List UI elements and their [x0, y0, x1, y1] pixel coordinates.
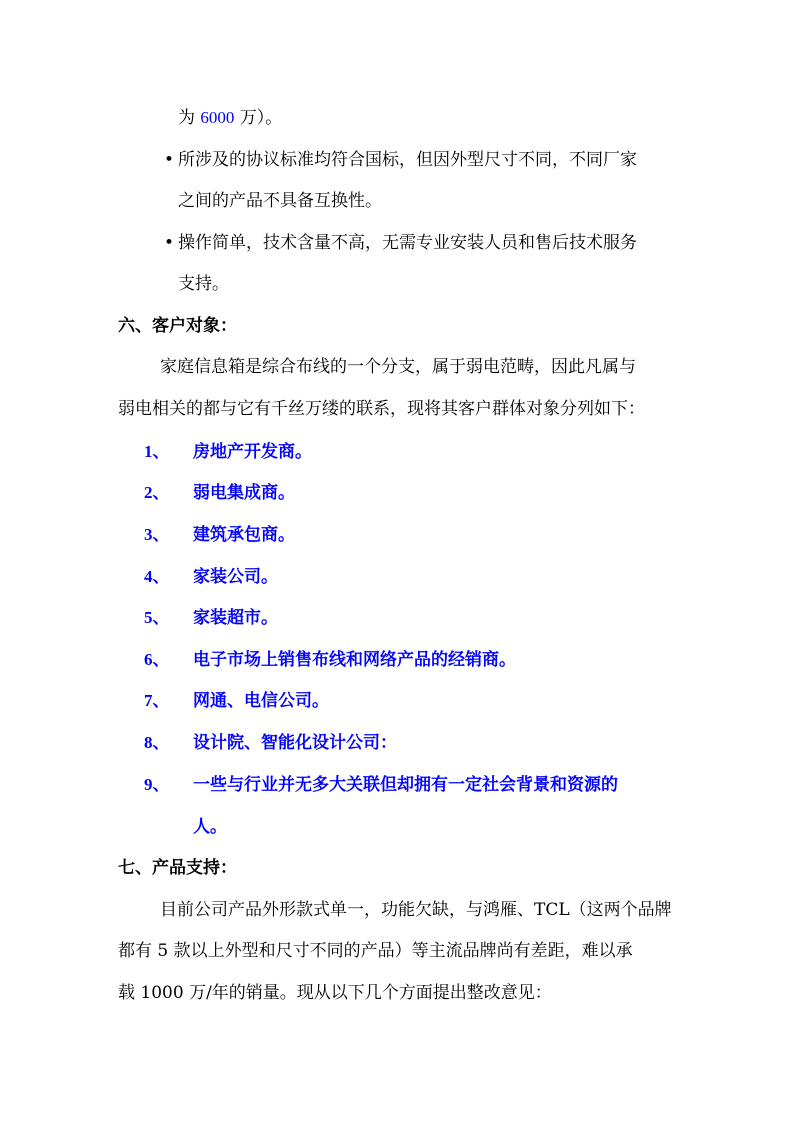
section-7-para-line-1: 目前公司产品外形款式单一，功能欠缺，与鸿雁、TCL（这两个品牌 [160, 900, 672, 920]
section-6-para-line-1: 家庭信息箱是综合布线的一个分支，属于弱电范畴，因此凡属与 [160, 357, 636, 377]
list-item-number: 2、 [144, 483, 170, 502]
bullet-2-line-2: 支持。 [178, 274, 229, 294]
continuation-suffix: 万）。 [234, 108, 283, 128]
section-6-heading: 六、客户对象： [118, 316, 237, 336]
section-7-para-line-2: 都有 5 款以上外型和尺寸不同的产品）等主流品牌尚有差距，难以承 [118, 941, 633, 961]
bullet-1-line-1: 所涉及的协议标准均符合国标，但因外型尺寸不同，不同厂家 [178, 150, 637, 170]
list-item: 弱电集成商。 [193, 483, 295, 503]
list-item-number: 4、 [144, 567, 170, 586]
list-item: 一些与行业并无多大关联但却拥有一定社会背景和资源的 [193, 775, 618, 795]
list-item-number: 8、 [144, 733, 170, 752]
list-item-number: 5、 [144, 608, 170, 627]
list-item-number: 3、 [144, 525, 170, 544]
list-item-continuation: 人。 [193, 817, 227, 837]
list-item-number: 9、 [144, 775, 170, 794]
list-item-number: 7、 [144, 691, 170, 710]
list-item: 建筑承包商。 [193, 525, 295, 545]
list-item: 网通、电信公司。 [193, 691, 329, 711]
list-item: 房地产开发商。 [193, 442, 312, 462]
continuation-line [178, 106, 282, 130]
list-item: 电子市场上销售布线和网络产品的经销商。 [193, 650, 516, 670]
section-6-para-line-2: 弱电相关的都与它有千丝万缕的联系，现将其客户群体对象分列如下： [118, 399, 645, 419]
list-item-number: 1、 [144, 442, 170, 461]
list-item-number: 6、 [144, 650, 170, 669]
continuation-number: 6000 [200, 108, 235, 127]
list-item: 设计院、智能化设计公司： [193, 733, 397, 753]
bullet-icon: • [164, 233, 175, 253]
bullet-2-line-1: 操作简单，技术含量不高，无需专业安装人员和售后技术服务 [178, 233, 637, 253]
list-item: 家装超市。 [193, 608, 278, 628]
section-7-heading: 七、产品支持： [118, 858, 237, 878]
bullet-1-line-2: 之间的产品不具备互换性。 [178, 191, 382, 211]
list-item: 家装公司。 [193, 567, 278, 587]
bullet-icon: • [164, 150, 175, 170]
section-7-para-line-3: 载 1000 万/年的销量。现从以下几个方面提出整改意见： [118, 983, 552, 1003]
continuation-prefix: 为 [178, 108, 201, 128]
